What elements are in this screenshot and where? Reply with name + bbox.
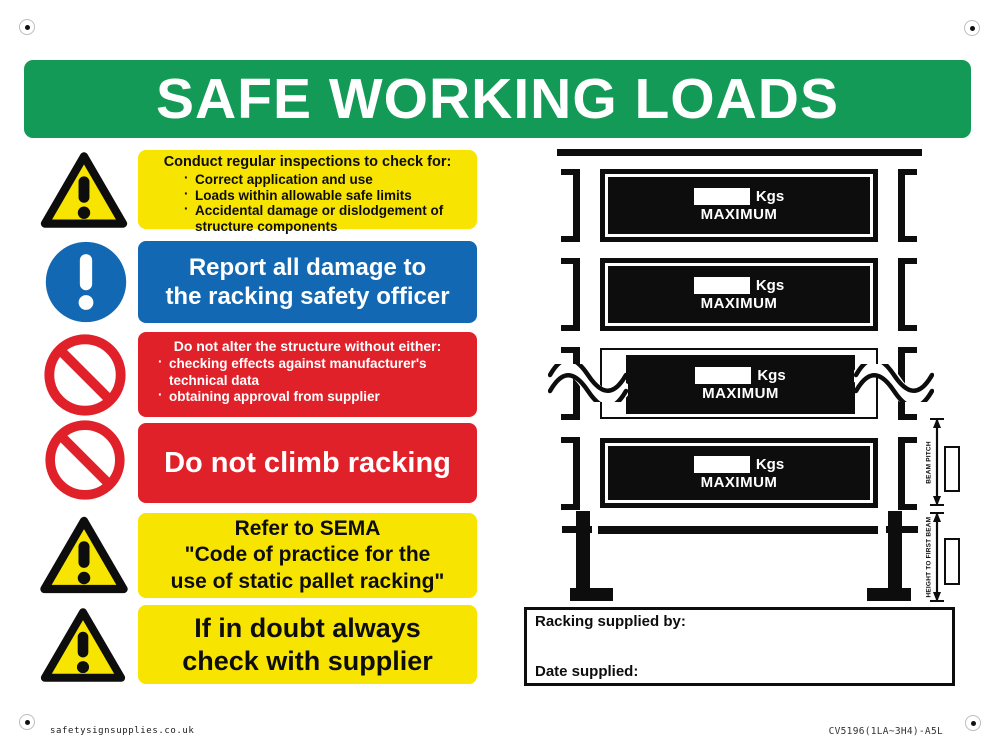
mounting-screw-icon bbox=[19, 714, 35, 730]
screw-center bbox=[25, 25, 30, 30]
panel-text-line: the racking safety officer bbox=[165, 283, 450, 310]
dimension-value-box bbox=[944, 446, 960, 492]
rack-upright-bracket bbox=[561, 258, 580, 331]
kgs-value-box bbox=[694, 188, 750, 205]
beam-pitch-label: BEAM PITCH bbox=[925, 441, 933, 484]
panel-refer-sema bbox=[138, 513, 477, 598]
rack-foot bbox=[867, 588, 911, 601]
mounting-screw-icon bbox=[964, 20, 980, 36]
bullet-item: · Accidental damage or dislodgement of structure components bbox=[184, 203, 463, 234]
supplier-info-box bbox=[524, 607, 955, 686]
panel-text-line: Do not climb racking bbox=[164, 446, 451, 479]
kgs-value-box bbox=[694, 456, 750, 473]
height-to-first-beam-label: HEIGHT TO FIRST BEAM bbox=[925, 516, 933, 598]
mandatory-circle-icon bbox=[42, 241, 130, 323]
bullet-item: · obtaining approval from supplier bbox=[158, 389, 443, 406]
panel-text-line: "Code of practice for the bbox=[184, 543, 431, 567]
break-wave-icon bbox=[854, 364, 934, 402]
mounting-screw-icon bbox=[19, 19, 35, 35]
kgs-label: Kgs bbox=[755, 455, 785, 473]
panel-text-line: Report all damage to bbox=[188, 254, 427, 281]
warning-triangle-icon bbox=[38, 514, 130, 596]
rack-upright-bracket bbox=[561, 437, 580, 510]
kgs-label: Kgs bbox=[755, 277, 785, 294]
panel-report-damage bbox=[138, 241, 477, 323]
panel-text-line: Refer to SEMA bbox=[234, 516, 381, 540]
maximum-label: MAXIMUM bbox=[700, 473, 778, 491]
screw-center bbox=[971, 721, 976, 726]
kgs-value-box bbox=[695, 367, 751, 384]
kgs-row bbox=[694, 277, 784, 294]
rack-beam bbox=[626, 355, 855, 414]
kgs-value-box bbox=[694, 277, 750, 294]
prohibition-circle-icon bbox=[44, 420, 126, 500]
rack-foot bbox=[570, 588, 613, 601]
warning-triangle-icon bbox=[36, 606, 130, 684]
kgs-row bbox=[694, 188, 784, 205]
prohibition-circle-icon bbox=[44, 334, 126, 416]
rack-top-bar bbox=[557, 149, 922, 156]
rack-first-beam bbox=[598, 526, 878, 534]
panel-do-not-alter bbox=[138, 332, 477, 417]
dimension-value-box bbox=[944, 538, 960, 585]
panel-text-line: If in doubt always bbox=[194, 612, 421, 643]
rack-beam bbox=[600, 438, 878, 508]
mounting-screw-icon bbox=[965, 715, 981, 731]
rack-upright-bracket bbox=[561, 169, 580, 242]
panel-title: Do not alter the structure without either: bbox=[173, 338, 442, 354]
warning-triangle-icon bbox=[38, 150, 130, 230]
screw-center bbox=[970, 26, 975, 31]
maximum-label: MAXIMUM bbox=[702, 385, 779, 402]
footer-product-code: CV5196(1LA~3H4)-A5L bbox=[828, 726, 943, 737]
panel-do-not-climb bbox=[138, 423, 477, 503]
rack-beam bbox=[600, 169, 878, 242]
bullet-list bbox=[146, 172, 469, 234]
rack-upright-bracket bbox=[898, 258, 917, 331]
rack-upright-bracket bbox=[898, 437, 917, 510]
footer-website: safetysignsupplies.co.uk bbox=[50, 726, 195, 736]
kgs-label: Kgs bbox=[755, 188, 785, 205]
rack-beam bbox=[600, 258, 878, 331]
racking-supplied-by-label: Racking supplied by: bbox=[535, 613, 686, 630]
screw-center bbox=[25, 720, 30, 725]
sign-title: SAFE WORKING LOADS bbox=[156, 67, 839, 131]
panel-inspections bbox=[138, 150, 477, 234]
bullet-list bbox=[146, 355, 469, 406]
date-supplied-label: Date supplied: bbox=[535, 663, 639, 680]
bullet-item: · Loads within allowable safe limits bbox=[184, 188, 463, 204]
maximum-label: MAXIMUM bbox=[700, 206, 778, 223]
kgs-row bbox=[695, 367, 785, 384]
break-wave-icon bbox=[548, 364, 628, 402]
rack-leg bbox=[888, 511, 902, 589]
rack-upright-bracket bbox=[898, 169, 917, 242]
bullet-item: · Correct application and use bbox=[184, 172, 463, 188]
maximum-label: MAXIMUM bbox=[700, 295, 778, 312]
panel-text-line: use of static pallet racking" bbox=[170, 569, 445, 593]
rack-leg bbox=[576, 511, 590, 589]
panel-if-in-doubt bbox=[138, 605, 477, 684]
kgs-row bbox=[694, 456, 784, 473]
bullet-item: · checking effects against manufacturer's technical data bbox=[158, 356, 443, 389]
header-banner bbox=[24, 60, 971, 138]
kgs-label: Kgs bbox=[757, 367, 786, 384]
panel-text-line: check with supplier bbox=[182, 645, 433, 676]
panel-title: Conduct regular inspections to check for: bbox=[163, 154, 452, 170]
